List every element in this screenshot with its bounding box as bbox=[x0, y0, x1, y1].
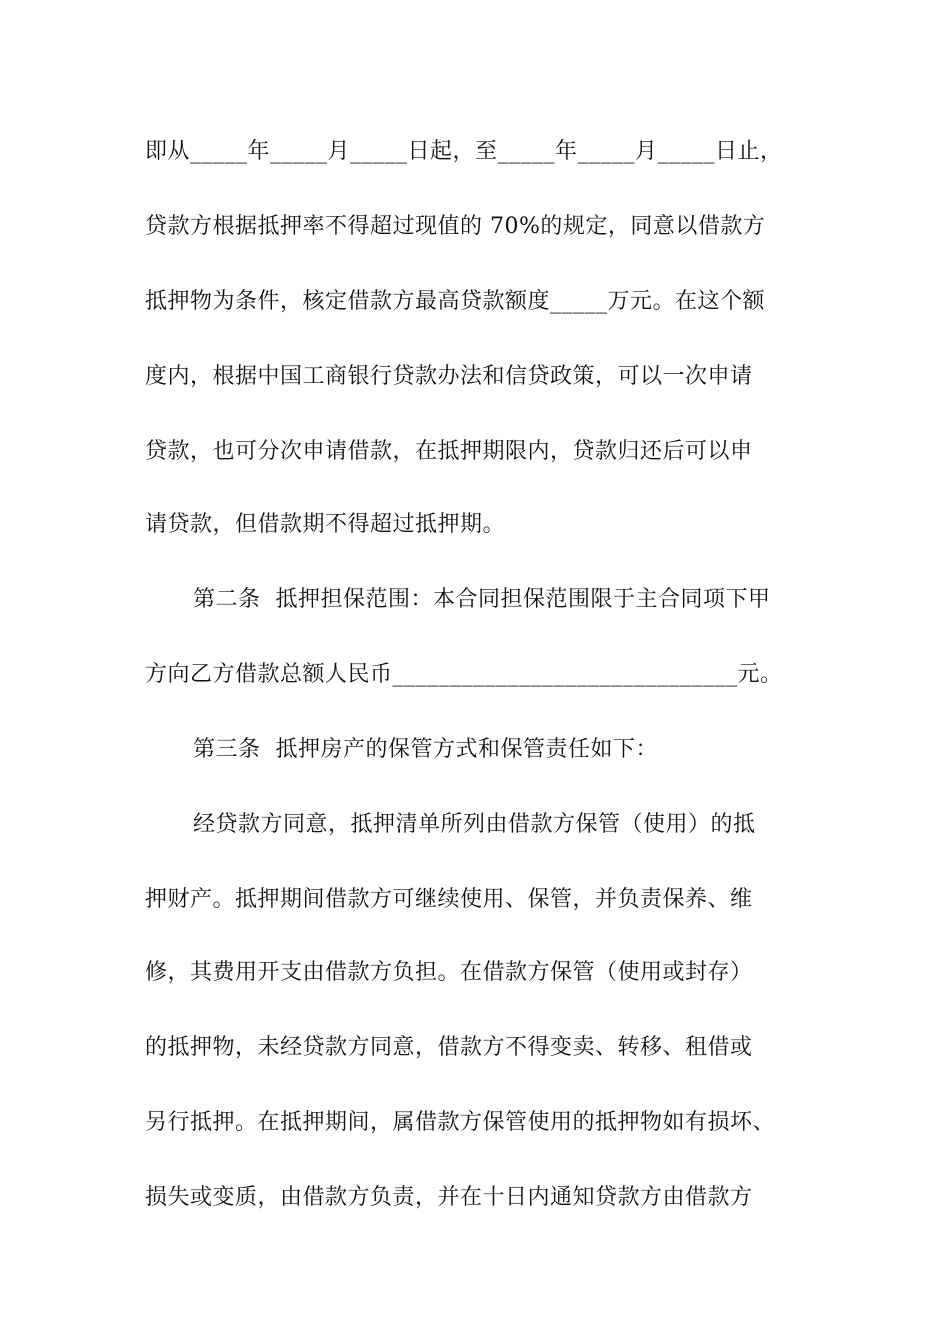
paragraph-line: 度内，根据中国工商银行贷款办法和信贷政策，可以一次申请 bbox=[145, 364, 753, 389]
paragraph-line: 即从_____年_____月_____日起，至_____年_____月_____日止， bbox=[145, 139, 783, 164]
paragraph-line: 押财产。抵押期间借款方可继续使用、保管，并负责保养、维 bbox=[145, 887, 753, 912]
paragraph-line: 贷款，也可分次申请借款，在抵押期限内，贷款归还后可以申 bbox=[145, 439, 753, 464]
paragraph-line: 损失或变质，由借款方负责，并在十日内通知贷款方由借款方 bbox=[145, 1185, 753, 1210]
paragraph-line: 贷款方根据抵押率不得超过现值的 70%的规定，同意以借款方 bbox=[145, 214, 766, 239]
paragraph-line: 方向乙方借款总额人民币______________________________元。 bbox=[145, 662, 783, 687]
paragraph-line: 请贷款，但借款期不得超过抵押期。 bbox=[145, 512, 506, 537]
paragraph-line: 的抵押物，未经贷款方同意，借款方不得变卖、转移、租借或 bbox=[145, 1035, 753, 1060]
paragraph-line: 另行抵押。在抵押期间，属借款方保管使用的抵押物如有损坏、 bbox=[145, 1110, 776, 1135]
paragraph-line: 经贷款方同意，抵押清单所列由借款方保管（使用）的抵 bbox=[193, 812, 756, 837]
article-three-line: 第三条 抵押房产的保管方式和保管责任如下： bbox=[193, 737, 658, 762]
article-two-line: 第二条 抵押担保范围：本合同担保范围限于主合同项下甲 bbox=[193, 587, 771, 612]
paragraph-line: 抵押物为条件，核定借款方最高贷款额度_____万元。在这个额 bbox=[145, 289, 766, 314]
paragraph-line: 修，其费用开支由借款方负担。在借款方保管（使用或封存） bbox=[145, 960, 753, 985]
